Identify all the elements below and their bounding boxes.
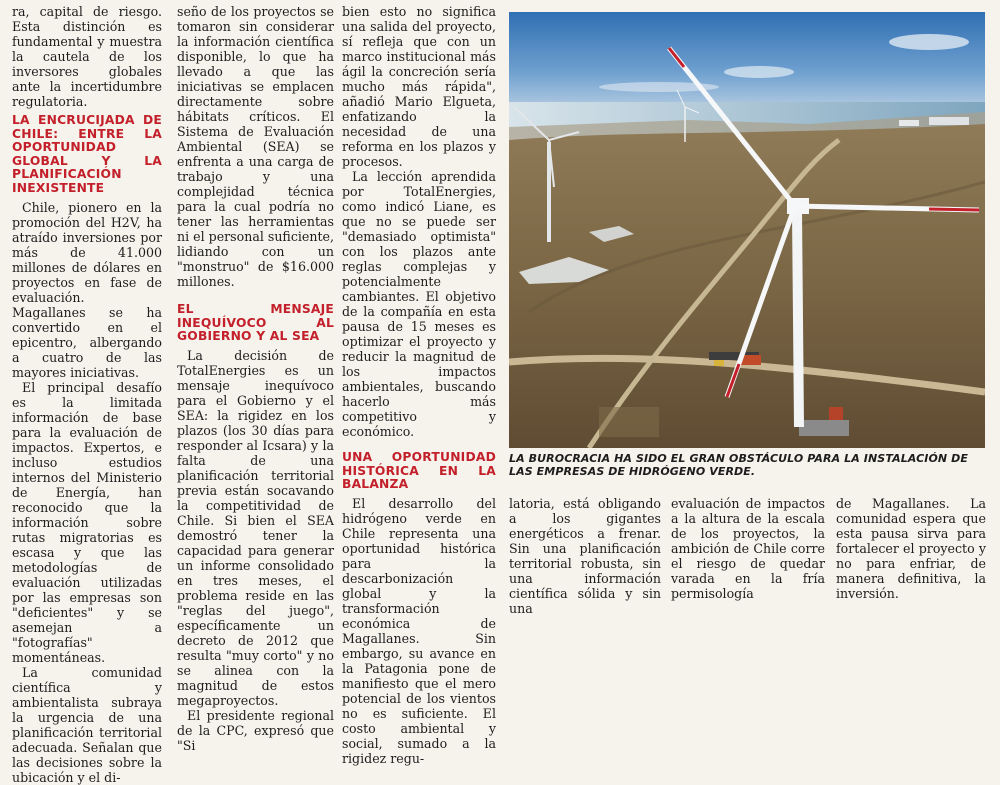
paragraph: ra, capital de riesgo. Esta distinción es fundamental y muestra la cautela de los inversores globales ante la incertidumbre regulatoria. [12,4,162,109]
paragraph: El presidente regional de la CPC, expresó que "Si [177,707,334,753]
paragraph: bien esto no significa una salida del proyecto, sí refleja que con un marco institucional más ágil la concreción sería mucho más rápida", añadió Mario Elgueta, enfatizando la necesidad de una reforma en los plazos y procesos. [342,4,496,169]
paragraph: La decisión de TotalEnergies es un mensaje inequívoco para el Gobierno y el SEA: la rigidez en los plazos (los 30 días para responder al Icsara) y la falta de una planificación territorial previa están socavando la competitividad de Chile. Si bien el SEA demostró tener la capacidad para generar un informe consolidado en tres meses, el problema reside en las "reglas del juego", específicamente un decreto de 2012 que resulta "muy corto" y no se alinea con la magnitud de estos megaproyectos. [177,347,334,708]
section-heading-mensaje: EL MENSAJE INEQUÍVOCO AL GOBIERNO Y AL SEA [177,302,334,344]
article-column-4a [509,496,661,616]
paragraph: Chile, pionero en la promoción del H2V, ha atraído inversiones por más de 41.000 millones de dólares en proyectos en fase de evaluación. Magallanes se ha convertido en el epicentro, albergando a cuatro de las mayores iniciativas. [12,199,162,380]
article-column-4c [836,496,986,601]
article-column-1 [12,4,162,785]
paragraph: seño de los proyectos se tomaron sin considerar la información científica disponible, lo que ha llevado a que las iniciativas se emplacen directamente sobre hábitats críticos. El Sistema de Evaluación Ambiental (SEA) se enfrenta a una carga de trabajo y una complejidad técnica para la cual podría no tener las herramientas ni el personal suficiente, lidiando con un "monstruo" de $16.000 millones. [177,4,334,289]
paragraph: La lección aprendida por TotalEnergies, como indicó Liane, es que no se puede ser "demasiado optimista" con los plazos ante reglas complejas y potencialmente cambiantes. El objetivo de la compañía en esta pausa de 15 meses es optimizar el proyecto y reducir la magnitud de los impactos ambientales, buscando hacerlo más competitivo y económico. [342,169,496,439]
paragraph: La comunidad científica y ambientalista subraya la urgencia de una planificación territorial adecuada. Señalan que las decisiones sobre la ubicación y el di- [12,664,162,785]
section-heading-encrucijada: LA ENCRUCIJADA DE CHILE: ENTRE LA OPORTUNIDAD GLOBAL Y LA PLANIFICACIÓN INEXISTENTE [12,113,162,195]
section-heading-oportunidad: UNA OPORTUNIDAD HISTÓRICA EN LA BALANZA [342,450,496,492]
paragraph: evaluación de impactos a la altura de la escala de los proyectos, la ambición de Chile corre el riesgo de quedar varada en la fría permisología [671,496,825,601]
paragraph: latoria, está obligando a los gigantes energéticos a frenar. Sin una planificación territorial robusta, sin una información científica sólida y sin una [509,496,661,616]
paragraph: de Magallanes. La comunidad espera que esta pausa sirva para fortalecer el proyecto y no para enfriar, de manera definitiva, la inversión. [836,496,986,601]
paragraph: El desarrollo del hidrógeno verde en Chile representa una oportunidad histórica para la descarbonización global y la transformación económica de Magallanes. Sin embargo, su avance en la Patagonia pone de manifiesto que el mero potencial de los vientos no es suficiente. El costo ambiental y social, sumado a la rigidez regu- [342,495,496,766]
wind-turbine-photo [509,12,985,448]
article-column-4b [671,496,825,601]
article-column-2 [177,4,334,753]
paragraph: El principal desafío es la limitada información de base para la evaluación de impactos. Expertos, e incluso estudios internos del Ministerio de Energía, han reconocido que la información sobre rutas migratorias es escasa y que las metodologías de evaluación utilizadas por las empresas son "deficientes" y se asemejan a "fotografías" momentáneas. [12,379,162,665]
article-column-3 [342,4,496,766]
photo-caption: LA BUROCRACIA HA SIDO EL GRAN OBSTÁCULO PARA LA INSTALACIÓN DE LAS EMPRESAS DE HIDRÓGENO VERDE. [509,452,968,478]
